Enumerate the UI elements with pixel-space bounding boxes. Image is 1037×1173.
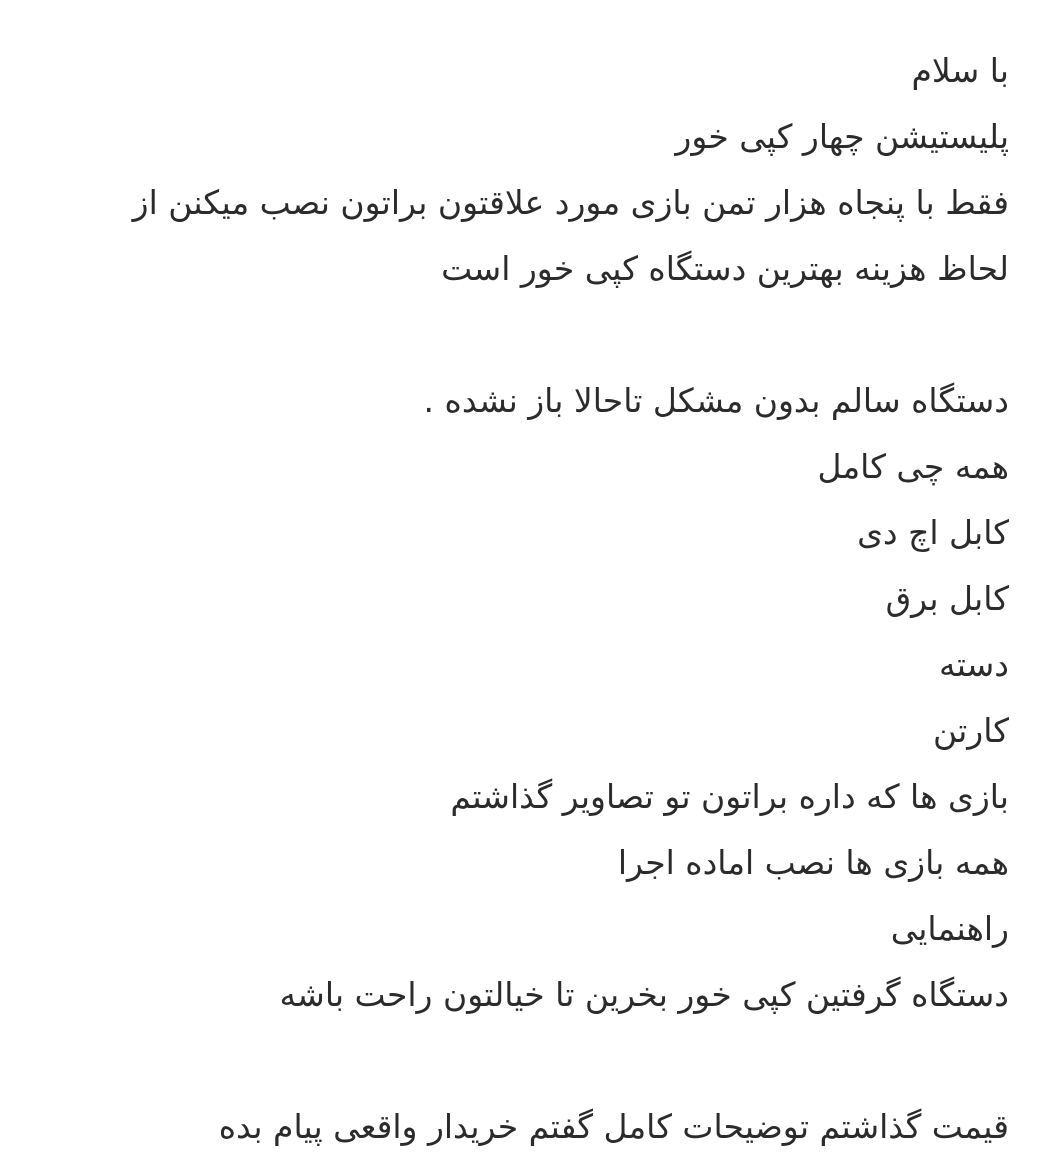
paragraph-spacer xyxy=(19,1028,1009,1094)
condition-line: دستگاه سالم بدون مشکل تاحالا باز نشده . xyxy=(423,381,1009,420)
greeting-line: با سلام xyxy=(911,51,1009,90)
games-images-line: بازی ها که داره براتون تو تصاویر گذاشتم xyxy=(450,777,1009,816)
product-title-line: پلیستیشن چهار کپی خور xyxy=(675,117,1009,156)
listing-description xyxy=(19,38,1009,1160)
offer-line-1: فقط با پنجاه هزار تمن بازی مورد علاقتون براتون نصب میکنن از xyxy=(132,183,1009,222)
item-controller: دسته xyxy=(939,645,1009,684)
item-power-cable: کابل برق xyxy=(885,579,1009,618)
closing-line: قیمت گذاشتم توضیحات کامل گفتم خریدار واقعی پیام بده xyxy=(218,1107,1009,1146)
item-hdmi-cable: کابل اچ دی xyxy=(857,513,1009,552)
paragraph-spacer xyxy=(19,302,1009,368)
recommendation-line: دستگاه گرفتین کپی خور بخرین تا خیالتون راحت باشه xyxy=(279,975,1009,1014)
item-box: کارتن xyxy=(932,711,1009,750)
guidance-line: راهنمایی xyxy=(890,909,1009,948)
offer-line-2: لحاظ هزینه بهترین دستگاه کپی خور است xyxy=(441,249,1009,288)
games-ready-line: همه بازی ها نصب اماده اجرا xyxy=(617,843,1009,882)
complete-line: همه چی کامل xyxy=(817,447,1009,486)
